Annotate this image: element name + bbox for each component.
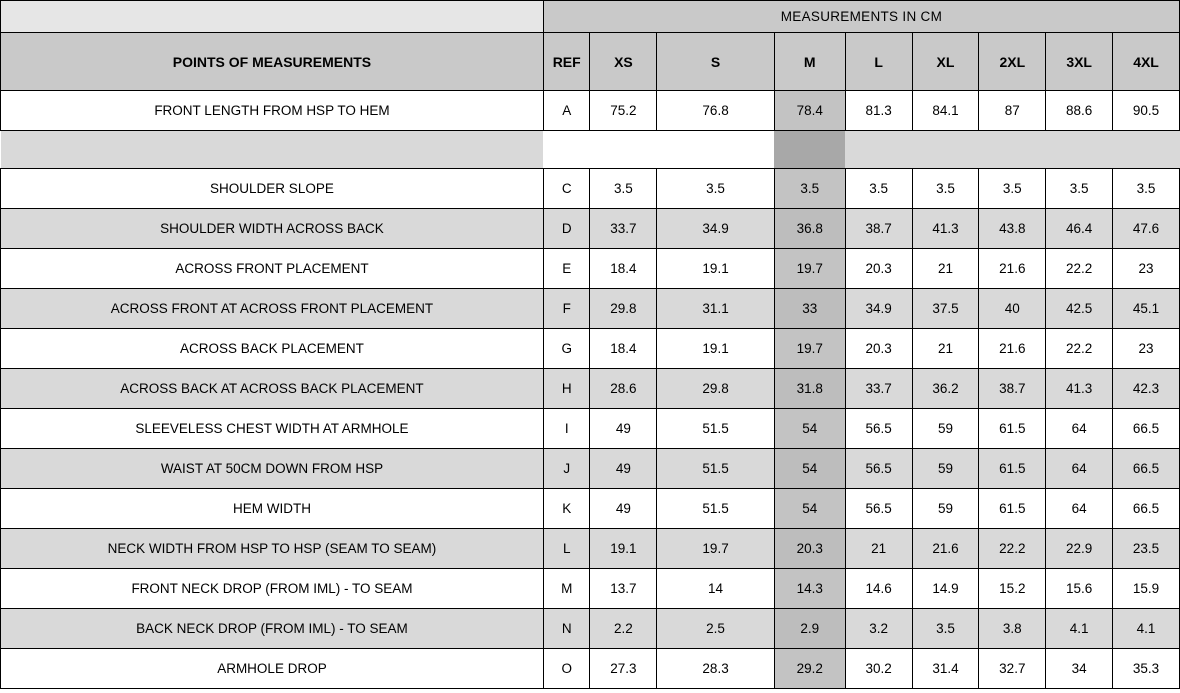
cell-m: 78.4 <box>774 91 845 131</box>
row-label: FRONT NECK DROP (FROM IML) - TO SEAM <box>1 569 544 609</box>
cell-xs: 33.7 <box>590 209 657 249</box>
row-label: HEM WIDTH <box>1 489 544 529</box>
cell-s: 34.9 <box>657 209 774 249</box>
cell-xs: 49 <box>590 409 657 449</box>
cell-xl: 21 <box>912 329 979 369</box>
spacer-left <box>1 131 544 169</box>
cell-3xl: 42.5 <box>1046 289 1113 329</box>
cell-xl: 59 <box>912 449 979 489</box>
cell-xl: 14.9 <box>912 569 979 609</box>
cell-4xl: 4.1 <box>1113 609 1180 649</box>
row-label: SHOULDER SLOPE <box>1 169 544 209</box>
cell-xl: 59 <box>912 409 979 449</box>
cell-xs: 49 <box>590 489 657 529</box>
header-col-3xl: 3XL <box>1046 33 1113 91</box>
row-ref: E <box>543 249 590 289</box>
table-row <box>1 609 1180 649</box>
header-row <box>1 33 1180 91</box>
cell-xl: 3.5 <box>912 609 979 649</box>
cell-4xl: 23 <box>1113 249 1180 289</box>
cell-2xl: 38.7 <box>979 369 1046 409</box>
row-label: FRONT LENGTH FROM HSP TO HEM <box>1 91 544 131</box>
cell-xs: 49 <box>590 449 657 489</box>
cell-s: 28.3 <box>657 649 774 689</box>
cell-2xl: 61.5 <box>979 409 1046 449</box>
cell-3xl: 34 <box>1046 649 1113 689</box>
header-col-s: S <box>657 33 774 91</box>
cell-3xl: 22.2 <box>1046 329 1113 369</box>
cell-s: 76.8 <box>657 91 774 131</box>
cell-xs: 18.4 <box>590 329 657 369</box>
table-row <box>1 289 1180 329</box>
cell-s: 19.7 <box>657 529 774 569</box>
row-label: ACROSS FRONT PLACEMENT <box>1 249 544 289</box>
row-label: ACROSS BACK AT ACROSS BACK PLACEMENT <box>1 369 544 409</box>
cell-3xl: 3.5 <box>1046 169 1113 209</box>
table-row <box>1 569 1180 609</box>
cell-l: 20.3 <box>845 249 912 289</box>
row-label: WAIST AT 50CM DOWN FROM HSP <box>1 449 544 489</box>
row-ref: J <box>543 449 590 489</box>
cell-xs: 75.2 <box>590 91 657 131</box>
cell-l: 20.3 <box>845 329 912 369</box>
cell-4xl: 15.9 <box>1113 569 1180 609</box>
table-row <box>1 91 1180 131</box>
cell-s: 2.5 <box>657 609 774 649</box>
cell-l: 56.5 <box>845 409 912 449</box>
cell-s: 31.1 <box>657 289 774 329</box>
cell-xl: 31.4 <box>912 649 979 689</box>
cell-xs: 13.7 <box>590 569 657 609</box>
section-spacer-row <box>1 131 1180 169</box>
row-ref: M <box>543 569 590 609</box>
table-row <box>1 489 1180 529</box>
cell-3xl: 22.2 <box>1046 249 1113 289</box>
row-ref: O <box>543 649 590 689</box>
row-label: SLEEVELESS CHEST WIDTH AT ARMHOLE <box>1 409 544 449</box>
row-ref: C <box>543 169 590 209</box>
banner-title: MEASUREMENTS IN CM <box>543 1 1179 33</box>
cell-2xl: 3.5 <box>979 169 1046 209</box>
cell-m: 2.9 <box>774 609 845 649</box>
header-points-of-measurements: POINTS OF MEASUREMENTS <box>1 33 544 91</box>
cell-4xl: 23 <box>1113 329 1180 369</box>
cell-2xl: 40 <box>979 289 1046 329</box>
cell-xl: 36.2 <box>912 369 979 409</box>
cell-m: 33 <box>774 289 845 329</box>
cell-xl: 21 <box>912 249 979 289</box>
cell-m: 3.5 <box>774 169 845 209</box>
cell-2xl: 61.5 <box>979 489 1046 529</box>
cell-m: 14.3 <box>774 569 845 609</box>
row-ref: H <box>543 369 590 409</box>
row-ref: I <box>543 409 590 449</box>
cell-l: 81.3 <box>845 91 912 131</box>
cell-2xl: 21.6 <box>979 329 1046 369</box>
cell-s: 29.8 <box>657 369 774 409</box>
cell-xl: 84.1 <box>912 91 979 131</box>
cell-xl: 21.6 <box>912 529 979 569</box>
table-row <box>1 249 1180 289</box>
cell-4xl: 42.3 <box>1113 369 1180 409</box>
cell-xs: 2.2 <box>590 609 657 649</box>
cell-m: 31.8 <box>774 369 845 409</box>
spacer-m-column <box>774 131 845 169</box>
table-row <box>1 329 1180 369</box>
header-col-xl: XL <box>912 33 979 91</box>
row-label: ARMHOLE DROP <box>1 649 544 689</box>
cell-xs: 3.5 <box>590 169 657 209</box>
cell-3xl: 22.9 <box>1046 529 1113 569</box>
row-ref: L <box>543 529 590 569</box>
cell-3xl: 15.6 <box>1046 569 1113 609</box>
header-col-xs: XS <box>590 33 657 91</box>
cell-3xl: 4.1 <box>1046 609 1113 649</box>
table-row <box>1 449 1180 489</box>
cell-s: 3.5 <box>657 169 774 209</box>
cell-xs: 18.4 <box>590 249 657 289</box>
row-ref: K <box>543 489 590 529</box>
header-col-4xl: 4XL <box>1113 33 1180 91</box>
cell-4xl: 23.5 <box>1113 529 1180 569</box>
cell-2xl: 15.2 <box>979 569 1046 609</box>
table-row <box>1 209 1180 249</box>
row-label: NECK WIDTH FROM HSP TO HSP (SEAM TO SEAM) <box>1 529 544 569</box>
header-col-2xl: 2XL <box>979 33 1046 91</box>
cell-2xl: 22.2 <box>979 529 1046 569</box>
cell-2xl: 61.5 <box>979 449 1046 489</box>
cell-2xl: 87 <box>979 91 1046 131</box>
cell-3xl: 88.6 <box>1046 91 1113 131</box>
cell-l: 3.5 <box>845 169 912 209</box>
row-ref: F <box>543 289 590 329</box>
row-ref: N <box>543 609 590 649</box>
cell-s: 51.5 <box>657 489 774 529</box>
header-col-l: L <box>845 33 912 91</box>
cell-3xl: 46.4 <box>1046 209 1113 249</box>
cell-xs: 29.8 <box>590 289 657 329</box>
cell-l: 14.6 <box>845 569 912 609</box>
cell-m: 54 <box>774 409 845 449</box>
row-label: ACROSS BACK PLACEMENT <box>1 329 544 369</box>
cell-s: 51.5 <box>657 449 774 489</box>
table-row <box>1 169 1180 209</box>
banner-spacer <box>1 1 544 33</box>
cell-4xl: 90.5 <box>1113 91 1180 131</box>
cell-m: 29.2 <box>774 649 845 689</box>
cell-4xl: 3.5 <box>1113 169 1180 209</box>
cell-l: 56.5 <box>845 489 912 529</box>
cell-m: 19.7 <box>774 249 845 289</box>
header-col-m: M <box>774 33 845 91</box>
table-row <box>1 649 1180 689</box>
cell-xs: 19.1 <box>590 529 657 569</box>
row-ref: G <box>543 329 590 369</box>
spacer-gap-left <box>543 131 774 169</box>
row-label: SHOULDER WIDTH ACROSS BACK <box>1 209 544 249</box>
row-ref: D <box>543 209 590 249</box>
cell-3xl: 41.3 <box>1046 369 1113 409</box>
cell-3xl: 64 <box>1046 409 1113 449</box>
cell-4xl: 35.3 <box>1113 649 1180 689</box>
cell-2xl: 3.8 <box>979 609 1046 649</box>
table-row <box>1 409 1180 449</box>
row-label: BACK NECK DROP (FROM IML) - TO SEAM <box>1 609 544 649</box>
cell-l: 3.2 <box>845 609 912 649</box>
cell-m: 36.8 <box>774 209 845 249</box>
header-col-ref: REF <box>543 33 590 91</box>
cell-2xl: 32.7 <box>979 649 1046 689</box>
cell-s: 19.1 <box>657 249 774 289</box>
row-label: ACROSS FRONT AT ACROSS FRONT PLACEMENT <box>1 289 544 329</box>
table-row <box>1 529 1180 569</box>
cell-s: 19.1 <box>657 329 774 369</box>
cell-s: 51.5 <box>657 409 774 449</box>
cell-xl: 41.3 <box>912 209 979 249</box>
cell-xs: 28.6 <box>590 369 657 409</box>
banner-row <box>1 1 1180 33</box>
cell-m: 19.7 <box>774 329 845 369</box>
cell-m: 54 <box>774 449 845 489</box>
cell-4xl: 66.5 <box>1113 449 1180 489</box>
cell-l: 34.9 <box>845 289 912 329</box>
cell-l: 30.2 <box>845 649 912 689</box>
row-ref: A <box>543 91 590 131</box>
cell-4xl: 47.6 <box>1113 209 1180 249</box>
cell-3xl: 64 <box>1046 449 1113 489</box>
cell-3xl: 64 <box>1046 489 1113 529</box>
cell-4xl: 66.5 <box>1113 409 1180 449</box>
cell-m: 54 <box>774 489 845 529</box>
cell-l: 21 <box>845 529 912 569</box>
cell-l: 38.7 <box>845 209 912 249</box>
cell-xl: 37.5 <box>912 289 979 329</box>
cell-4xl: 45.1 <box>1113 289 1180 329</box>
cell-l: 56.5 <box>845 449 912 489</box>
cell-2xl: 43.8 <box>979 209 1046 249</box>
table-row <box>1 369 1180 409</box>
cell-xl: 59 <box>912 489 979 529</box>
cell-m: 20.3 <box>774 529 845 569</box>
cell-l: 33.7 <box>845 369 912 409</box>
cell-4xl: 66.5 <box>1113 489 1180 529</box>
cell-2xl: 21.6 <box>979 249 1046 289</box>
cell-xs: 27.3 <box>590 649 657 689</box>
spacer-right <box>845 131 1179 169</box>
cell-xl: 3.5 <box>912 169 979 209</box>
cell-s: 14 <box>657 569 774 609</box>
